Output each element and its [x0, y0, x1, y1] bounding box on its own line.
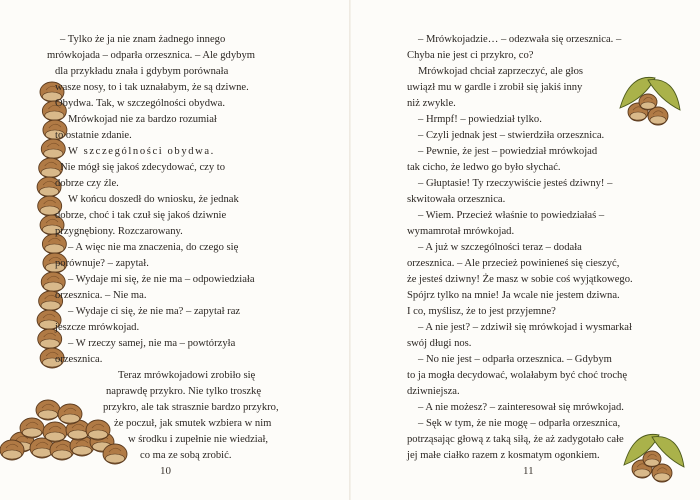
- right-text-line-7: – Czyli jednak jest – stwierdziła orzesznica.: [418, 130, 605, 141]
- right-page: [350, 0, 700, 500]
- right-text-line-1: – Mrówkojadzie… – odezwała się orzesznica. –: [418, 34, 622, 45]
- hazelnut: [86, 420, 110, 440]
- right-text-line-22: to ja mogła decydować, wolałabym być choć trochę: [407, 370, 628, 381]
- left-text-line-3: dla przykładu znała i gdybym porównała: [55, 66, 229, 77]
- left-text-line-20: – W rzeczy samej, nie ma – powtórzyła: [68, 338, 236, 349]
- right-text-line-5: niż zwykle.: [407, 98, 456, 109]
- hazelnut: [36, 400, 60, 420]
- left-text-line-21: orzesznica.: [55, 354, 103, 365]
- hazelnut-cluster-bottom-illustration: [612, 425, 697, 495]
- hazelnut-cluster-top-illustration: [605, 70, 695, 140]
- left-text-line-2: mrówkojada – odparła orzesznica. – Ale gdybym: [47, 50, 255, 61]
- left-text-line-1: – Tylko że ja nie znam żadnego innego: [60, 34, 226, 45]
- left-text-line-17: orzesznica. – Nie ma.: [55, 290, 147, 301]
- right-text-line-21: – No nie jest – odparła orzesznica. – Gdybym: [418, 354, 612, 365]
- right-text-line-2: Chyba nie jest ci przykro, co?: [407, 50, 534, 61]
- left-text-line-27: co ma ze sobą zrobić.: [140, 450, 232, 461]
- right-text-line-17: Spójrz tylko na mnie! Ja wcale nie jestem dziwna.: [407, 290, 620, 301]
- hazelnut: [20, 418, 44, 438]
- left-text-line-11: W końcu doszedł do wniosku, że jednak: [68, 194, 239, 205]
- left-text-line-24: przykro, ale tak strasznie bardzo przykro,: [103, 402, 279, 413]
- right-text-line-23: dziwniejsza.: [407, 386, 460, 397]
- right-text-line-8: – Pewnie, że jest – powiedział mrówkojad: [418, 146, 598, 157]
- left-text-line-22: Teraz mrówkojadowi zrobiło się: [118, 370, 256, 381]
- left-text-line-26: w środku i zupełnie nie wiedział,: [128, 434, 269, 445]
- left-text-line-13: przygnębiony. Rozczarowany.: [55, 226, 183, 237]
- left-text-line-19: jeszcze mrówkojad.: [55, 322, 140, 333]
- left-text-line-9: Nie mógł się jakoś zdecydować, czy to: [60, 162, 226, 173]
- right-text-line-26: potrząsając głową z taką siłą, że aż zadygotało całe: [407, 434, 624, 445]
- right-text-line-13: wymamrotał mrówkojad.: [407, 226, 515, 237]
- right-text-line-12: – Wiem. Przecież właśnie to powiedziałaś –: [418, 210, 605, 221]
- right-text-line-9: tak cicho, że ledwo go było słychać.: [407, 162, 561, 173]
- left-text-line-7: to ostatnie zdanie.: [55, 130, 132, 141]
- right-text-line-20: swój długi nos.: [407, 338, 472, 349]
- left-text-line-5: Obydwa. Tak, w szczególności obydwa.: [55, 98, 225, 109]
- left-text-line-8: W szczególności obydwa.: [68, 146, 215, 157]
- left-text-line-15: porównuje? – zapytał.: [55, 258, 149, 269]
- left-text-line-4: wasze nosy, to i tak uznałabym, że są dziwne.: [55, 82, 249, 93]
- right-text-line-16: że jesteś dziwny! Że masz w sobie coś wyjątkowego.: [407, 274, 633, 285]
- page-number-right: 11: [523, 465, 534, 477]
- left-text-line-23: naprawdę przykro. Nie tylko troszkę: [106, 386, 262, 397]
- right-text-line-14: – A już w szczególności teraz – dodała: [418, 242, 582, 253]
- right-text-line-11: skwitowała orzesznica.: [407, 194, 506, 205]
- right-text-line-6: – Hrmpf! – powiedział tylko.: [418, 114, 542, 125]
- left-text-line-14: – A więc nie ma znaczenia, do czego się: [68, 242, 239, 253]
- right-text-line-19: – A nie jest? – zdziwił się mrówkojad i wysmarkał: [418, 322, 632, 333]
- right-text-line-15: orzesznica. – Ale przecież powinieneś się cieszyć,: [407, 258, 620, 269]
- hazelnut: [58, 404, 82, 424]
- hazelnut: [0, 440, 24, 460]
- page-number-left: 10: [160, 465, 171, 477]
- left-text-line-25: że poczuł, jak smutek wzbiera w nim: [114, 418, 272, 429]
- right-text-line-25: – Sęk w tym, że nie mogę – odparła orzesznica,: [418, 418, 621, 429]
- left-text-line-10: dobrze czy źle.: [55, 178, 119, 189]
- hazelnut: [103, 444, 127, 464]
- right-text-line-10: – Głuptasie! Ty rzeczywiście jesteś dziwny! –: [418, 178, 613, 189]
- right-text-line-3: Mrówkojad chciał zaprzeczyć, ale głos: [418, 66, 584, 77]
- right-text-line-27: jej małe ciałko razem z kosmatym ogonkiem.: [407, 450, 600, 461]
- left-text-line-16: – Wydaje mi się, że nie ma – odpowiedziała: [68, 274, 255, 285]
- hazelnut: [43, 422, 67, 442]
- left-text-line-6: Mrówkojad nie za bardzo rozumiał: [68, 114, 217, 125]
- hazelnut: [643, 451, 661, 467]
- left-text-line-18: – Wydaje ci się, że nie ma? – zapytał raz: [68, 306, 241, 317]
- hazelnut: [639, 94, 657, 110]
- right-text-line-18: I co, myślisz, że to jest przyjemne?: [407, 306, 556, 317]
- right-text-line-24: – A nie możesz? – zainteresował się mrówkojad.: [418, 402, 624, 413]
- right-text-line-4: uwiązł mu w gardle i zrobił się jakiś inny: [407, 82, 583, 93]
- left-text-line-12: dobrze, choć i tak czuł się jakoś dziwnie: [55, 210, 227, 221]
